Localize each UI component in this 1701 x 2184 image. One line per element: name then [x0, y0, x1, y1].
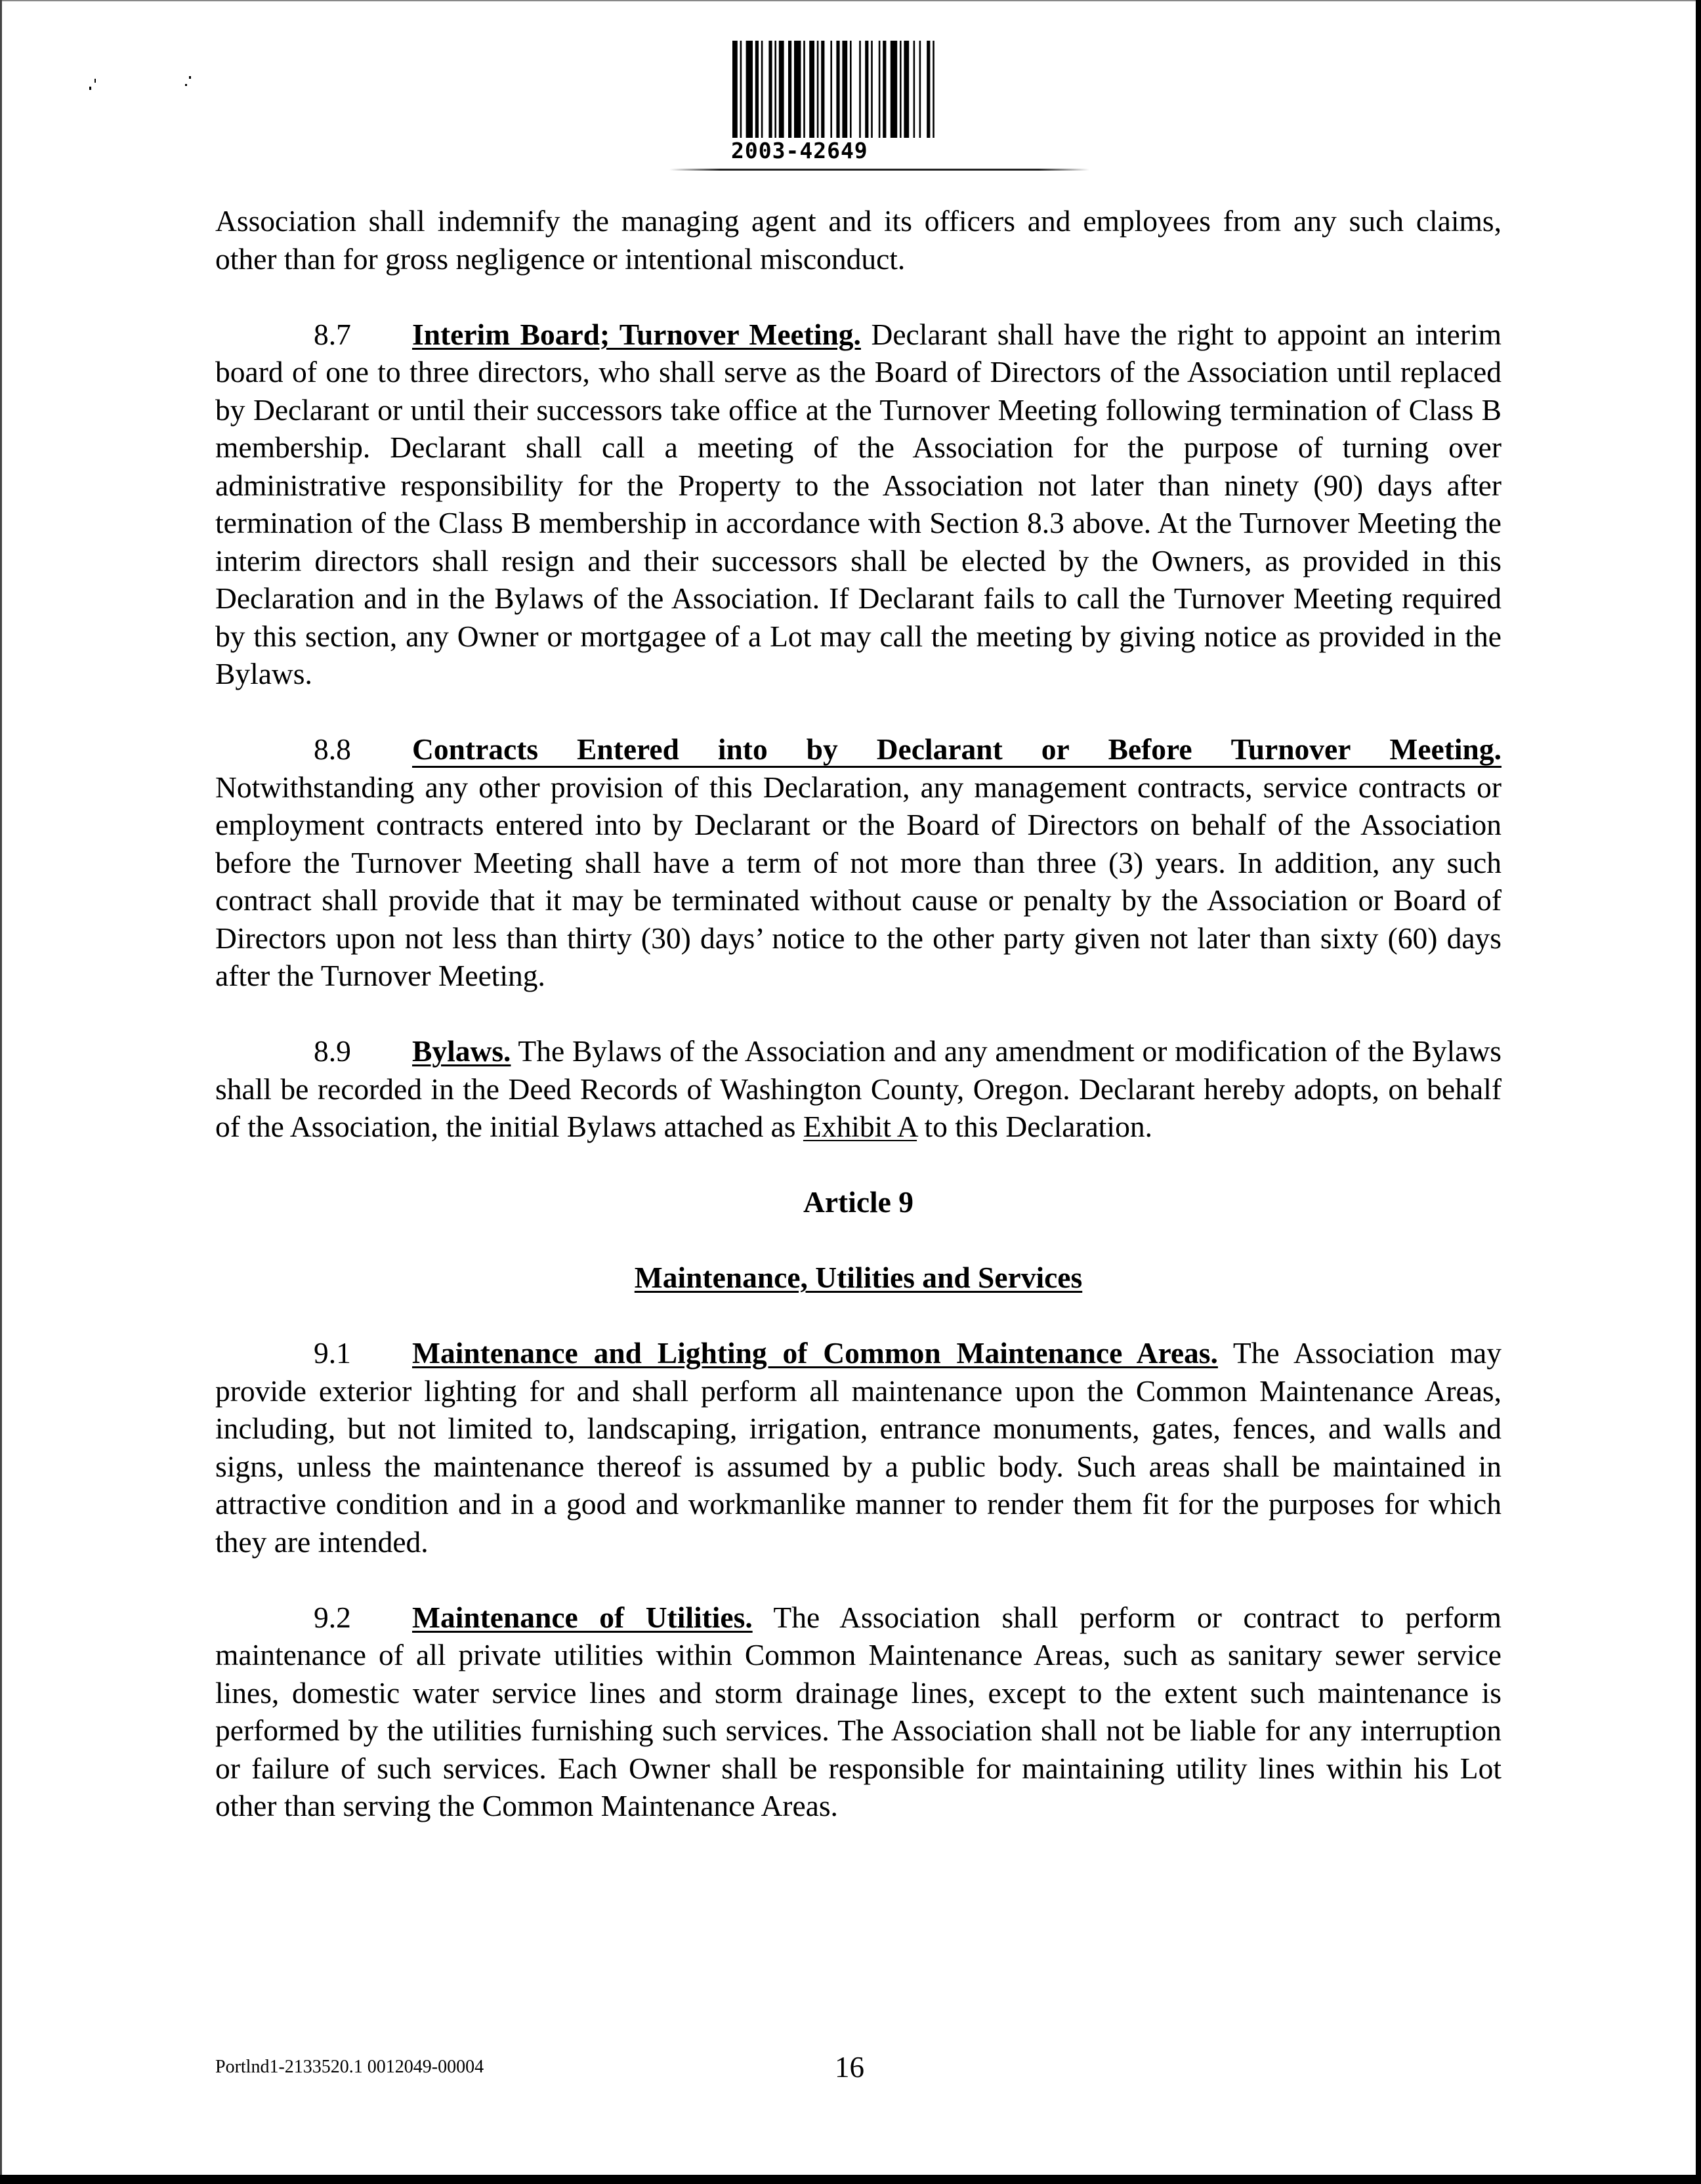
section-heading — [412, 733, 1502, 768]
barcode-bar — [871, 41, 873, 138]
barcode-bar — [900, 41, 902, 138]
barcode-icon — [732, 41, 1026, 138]
footer-document-code: Portlnd1-2133520.1 0012049-00004 — [215, 2057, 484, 2077]
barcode-bar — [850, 41, 852, 138]
section-8-7 — [215, 316, 1502, 693]
barcode-bar — [746, 41, 753, 138]
section-9-1 — [215, 1334, 1502, 1561]
section-heading: Maintenance of Utilities. — [412, 1600, 753, 1634]
heading-word: Entered — [577, 732, 679, 766]
barcode-bar — [842, 41, 847, 138]
barcode-bar — [768, 41, 772, 138]
barcode-bar — [779, 41, 784, 138]
barcode-bar — [859, 41, 861, 138]
document-body — [215, 202, 1502, 1862]
heading-word: Contracts — [412, 732, 539, 766]
barcode-bar — [914, 41, 915, 138]
lead-paragraph: Association shall indemnify the managing agent and its officers and employees from any such claims, other than for gross negligence or intentional misconduct. — [215, 204, 1502, 276]
barcode-bar — [836, 41, 839, 138]
barcode-bar — [883, 41, 886, 138]
article-subtitle-wrap — [215, 1259, 1502, 1297]
barcode-bar — [817, 41, 819, 138]
barcode-bar — [927, 41, 930, 138]
barcode-bar — [803, 41, 805, 138]
heading-word: Meeting. — [1389, 732, 1502, 766]
barcode-bar — [732, 41, 738, 138]
document-id: 2003-42649 — [731, 138, 868, 163]
barcode-bar — [809, 41, 814, 138]
article-subtitle: Maintenance, Utilities and Services — [634, 1261, 1083, 1294]
heading-word: Before — [1108, 732, 1192, 766]
heading-word: or — [1041, 732, 1070, 766]
section-8-8 — [215, 730, 1502, 768]
scan-edge-bottom — [0, 2175, 1701, 2184]
heading-word: Declarant — [876, 732, 1003, 766]
section-number: 8.7 — [314, 317, 351, 351]
barcode-bar — [740, 41, 742, 138]
scan-edge-left — [0, 0, 2, 2184]
heading-word: by — [806, 732, 838, 766]
section-9-2 — [215, 1599, 1502, 1825]
article-title: Article 9 — [803, 1185, 914, 1219]
section-body-end: to this Declaration. — [924, 1110, 1152, 1143]
barcode-bar — [879, 41, 881, 138]
barcode-bar — [794, 41, 801, 138]
recording-barcode — [722, 41, 1037, 178]
section-body: The Bylaws of the Association and any amendment or modification of the Bylaws shall be recorded in the Deed Records of Washington County, Oregon. Declarant hereby adopts, on behalf of the Association, the initial Bylaws attached as — [215, 1034, 1502, 1143]
barcode-bar — [761, 41, 763, 138]
section-heading: Interim Board; Turnover Meeting. — [412, 317, 861, 351]
section-heading: Bylaws. — [412, 1034, 511, 1068]
section-8-9 — [215, 1032, 1502, 1146]
barcode-bar — [865, 41, 868, 138]
barcode-bar — [891, 41, 897, 138]
section-8-8-body: Notwithstanding any other provision of this Declaration, any management contracts, service contracts or employment contracts entered into by Declarant or the Board of Directors on behalf of the Association before the Turnover Meeting shall have a term of not more than three (3) years. In addition, any such contract shall provide that it may be terminated without cause or penalty by the Association or Board of Directors upon not less than thirty (30) days’ notice to the other party given not later than sixty (60) days after the Turnover Meeting. — [215, 770, 1502, 992]
barcode-bar — [821, 41, 824, 138]
barcode-bar — [755, 41, 759, 138]
section-number: 9.1 — [314, 1336, 351, 1370]
section-body: Declarant shall have the right to appoint an interim board of one to three directors, who shall serve as the Board of Directors of the Association until replaced by Declarant or until their successors take office at the Turnover Meeting following termination of Class B membership. Declarant shall call a meeting of the Association for the purpose of turning over administrative responsibility for the Property to the Association not later than ninety (90) days after termination of the Class B membership in accordance with Section 8.3 above. At the Turnover Meeting the interim directors shall resign and their successors shall be elected by the Owners, as provided in this Declaration and in the Bylaws of the Association. If Declarant fails to call the Turnover Meeting required by this section, any Owner or mortgagee of a Lot may call the meeting by giving notice as provided in the Bylaws. — [215, 317, 1502, 690]
section-body: The Association shall perform or contract to perform maintenance of all private utilities within Common Maintenance Areas, such as sanitary sewer service lines, domestic water service lines and storm drainage lines, except to the extent such maintenance is performed by the utilities furnishing such services. The Association shall not be liable for any interruption or failure of such services. Each Owner shall be responsible for maintaining utility lines within his Lot other than serving the Common Maintenance Areas. — [215, 1600, 1502, 1822]
page-number: 16 — [835, 2051, 864, 2084]
barcode-bar — [933, 41, 934, 138]
scan-edge-right — [1696, 0, 1701, 2184]
barcode-bar — [830, 41, 832, 138]
section-heading: Maintenance and Lighting of Common Maintenance Areas. — [412, 1336, 1218, 1370]
section-heading-line — [215, 730, 1502, 768]
barcode-bar — [788, 41, 791, 138]
exhibit-reference: Exhibit A — [803, 1110, 917, 1143]
scan-edge-top — [0, 0, 1701, 1]
section-number: 8.8 — [314, 732, 351, 766]
barcode-underline — [669, 169, 1089, 171]
barcode-bar — [904, 41, 909, 138]
barcode-bar — [774, 41, 776, 138]
heading-word: Turnover — [1230, 732, 1351, 766]
section-body: The Association may provide exterior lighting for and shall perform all maintenance upon the Common Maintenance Areas, including, but not limited to, landscaping, irrigation, entrance monuments, gates, fences, and walls and signs, unless the maintenance thereof is assumed by a public body. Such areas shall be maintained in attractive condition and in a good and workmanlike manner to render them fit for the purposes for which they are intended. — [215, 1336, 1502, 1559]
scan-specks — [85, 66, 217, 105]
heading-word: into — [717, 732, 768, 766]
barcode-bar — [919, 41, 921, 138]
section-number: 9.2 — [314, 1600, 351, 1634]
section-number: 8.9 — [314, 1034, 351, 1068]
